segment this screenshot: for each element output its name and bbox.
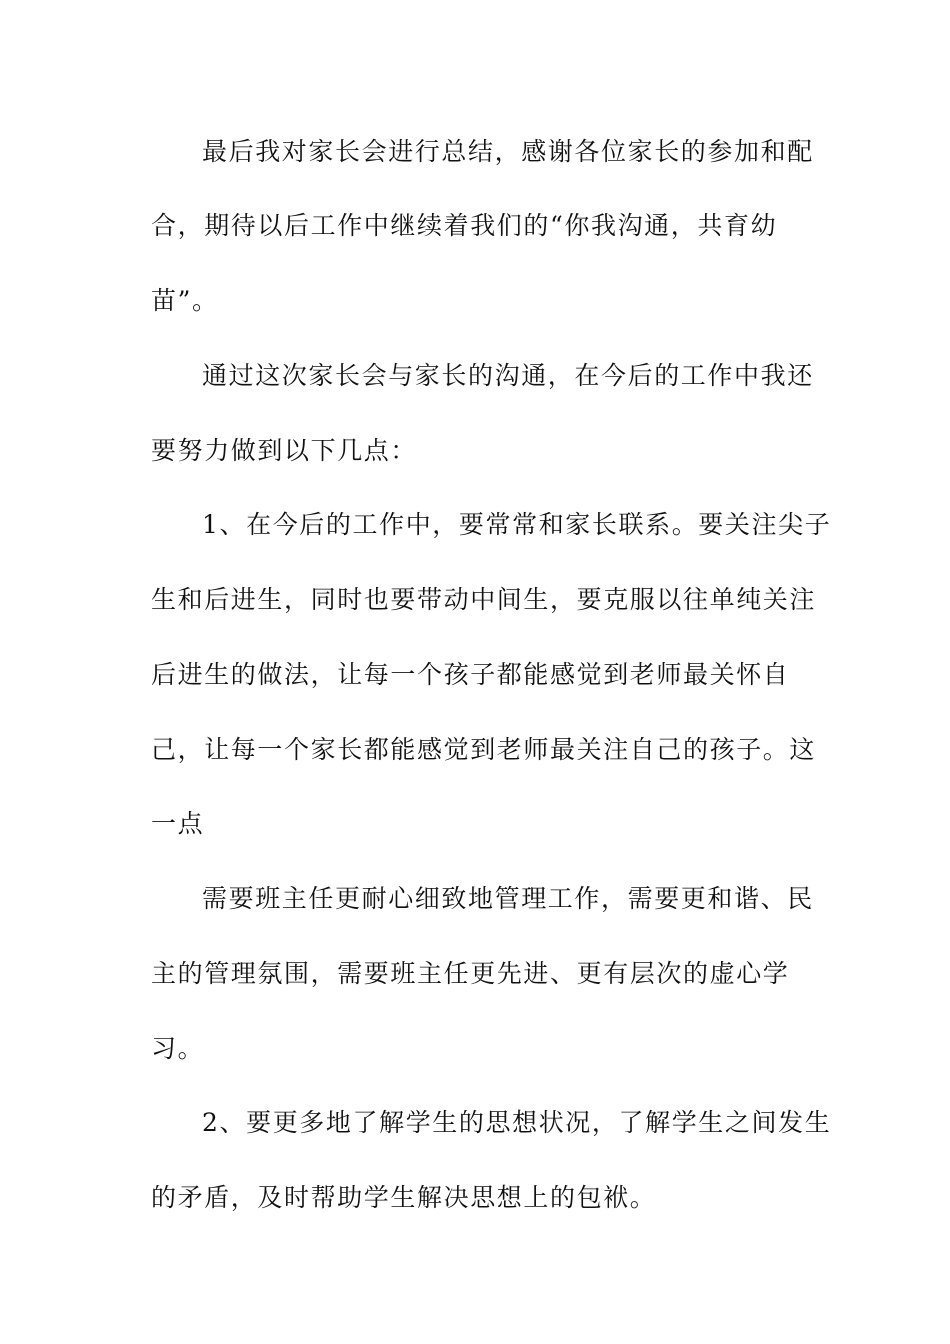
text-line: 后进生的做法，让每一个孩子都能感觉到老师最关怀自	[151, 660, 790, 689]
text-line: 主的管理氛围，需要班主任更先进、更有层次的虚心学	[151, 959, 790, 988]
text-line: 通过这次家长会与家长的沟通，在今后的工作中我还	[202, 361, 814, 390]
text-line: 1、在今后的工作中，要常常和家长联系。要关注尖子	[202, 510, 832, 539]
text-line: 的矛盾，及时帮助学生解决思想上的包袱。	[151, 1183, 657, 1212]
text-line: 要努力做到以下几点：	[151, 436, 418, 465]
text-line: 合，期待以后工作中继续着我们的“你我沟通，共育幼	[151, 211, 778, 240]
text-line: 一点	[151, 809, 205, 838]
text-line: 生和后进生，同时也要带动中间生，要克服以往单纯关注	[151, 585, 817, 614]
text-line: 己，让每一个家长都能感觉到老师最关注自己的孩子。这	[151, 735, 817, 764]
text-line: 苗”。	[151, 286, 219, 315]
text-line: 习。	[151, 1034, 205, 1063]
text-line: 最后我对家长会进行总结，感谢各位家长的参加和配	[202, 137, 814, 166]
text-line: 2、要更多地了解学生的思想状况，了解学生之间发生	[202, 1108, 832, 1137]
text-line: 需要班主任更耐心细致地管理工作，需要更和谐、民	[202, 884, 814, 913]
